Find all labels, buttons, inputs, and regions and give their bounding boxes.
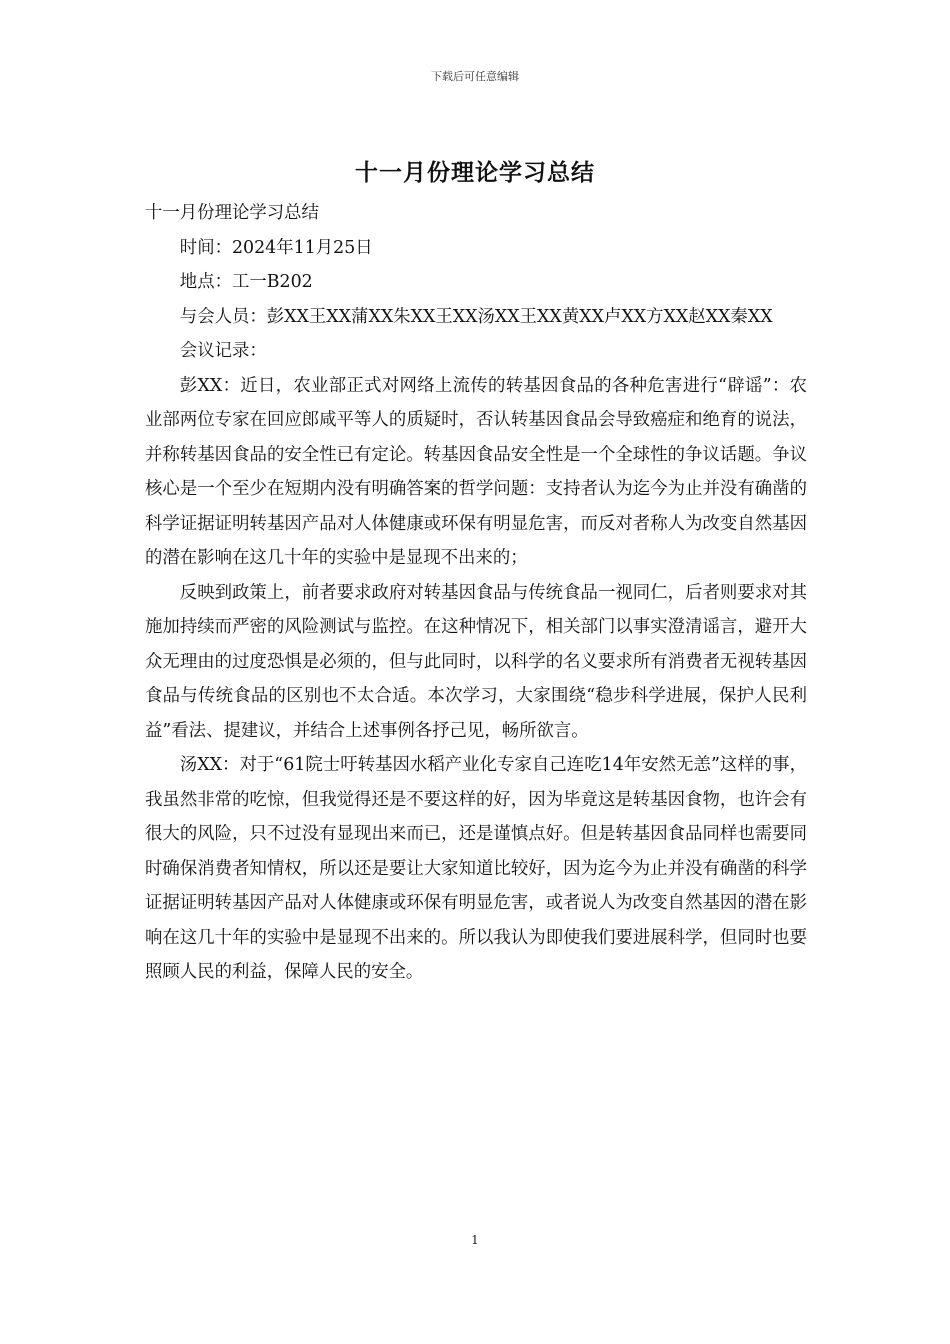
document-body <box>145 196 807 990</box>
meeting-location: 地点：工一B202 <box>179 272 313 292</box>
minutes-label: 会议记录： <box>179 341 267 361</box>
document-title: 十一月份理论学习总结 <box>355 160 595 186</box>
meeting-attendees: 与会人员：彭XX王XX蒲XX朱XX王XX汤XX王XX黄XX卢XX方XX赵XX秦XX <box>179 306 773 327</box>
paragraph-policy: 反映到政策上，前者要求政府对转基因食品与传统食品一视同仁，后者则要求对其施加持续而严密的风险测试与监控。在这种情况下，相关部门以事实澄清谣言，避开大众无理由的过度恐惧是必须的，但与此同时，以科学的名义要求所有消费者无视转基因食品与传统食品的区别也不太合适。本次学习，大家围绕“稳步科学进展，保护人民利益”看法、提建议，并结合上述事例各抒己见，畅所欲言。 <box>145 582 807 741</box>
page-number: 1 <box>471 1233 479 1247</box>
paragraph-peng: 彭XX：近日，农业部正式对网络上流传的转基因食品的各种危害进行“辟谣”：农业部两位专家在回应郎咸平等人的质疑时，否认转基因食品会导致癌症和绝育的说法，并称转基因食品的安全性已有定论。转基因食品安全性是一个全球性的争议话题。争议核心是一个至少在短期内没有明确答案的哲学问题：支持者认为迄今为止并没有确凿的科学证据证明转基因产品对人体健康或环保有明显危害，而反对者称人为改变自然基因的潜在影响在这几十年的实验中是显现不出来的； <box>145 375 807 568</box>
meeting-time: 时间：2024年11月25日 <box>179 237 373 258</box>
header-note: 下载后可任意编辑 <box>431 70 519 83</box>
document-subtitle: 十一月份理论学习总结 <box>145 203 319 223</box>
paragraph-tang: 汤XX：对于“61院士吁转基因水稻产业化专家自己连吃14年安然无恙”这样的事，我虽然非常的吃惊，但我觉得还是不要这样的好，因为毕竟这是转基因食物，也许会有很大的风险，只不过没有显现出来而已，还是谨慎点好。但是转基因食品同样也需要同时确保消费者知情权，所以还是要让大家知道比较好，因为迄今为止并没有确凿的科学证据证明转基因产品对人体健康或环保有明显危害，或者说人为改变自然基因的潜在影响在这几十年的实验中是显现不出来的。所以我认为即使我们要进展科学，但同时也要照顾人民的利益，保障人民的安全。 <box>145 755 807 982</box>
